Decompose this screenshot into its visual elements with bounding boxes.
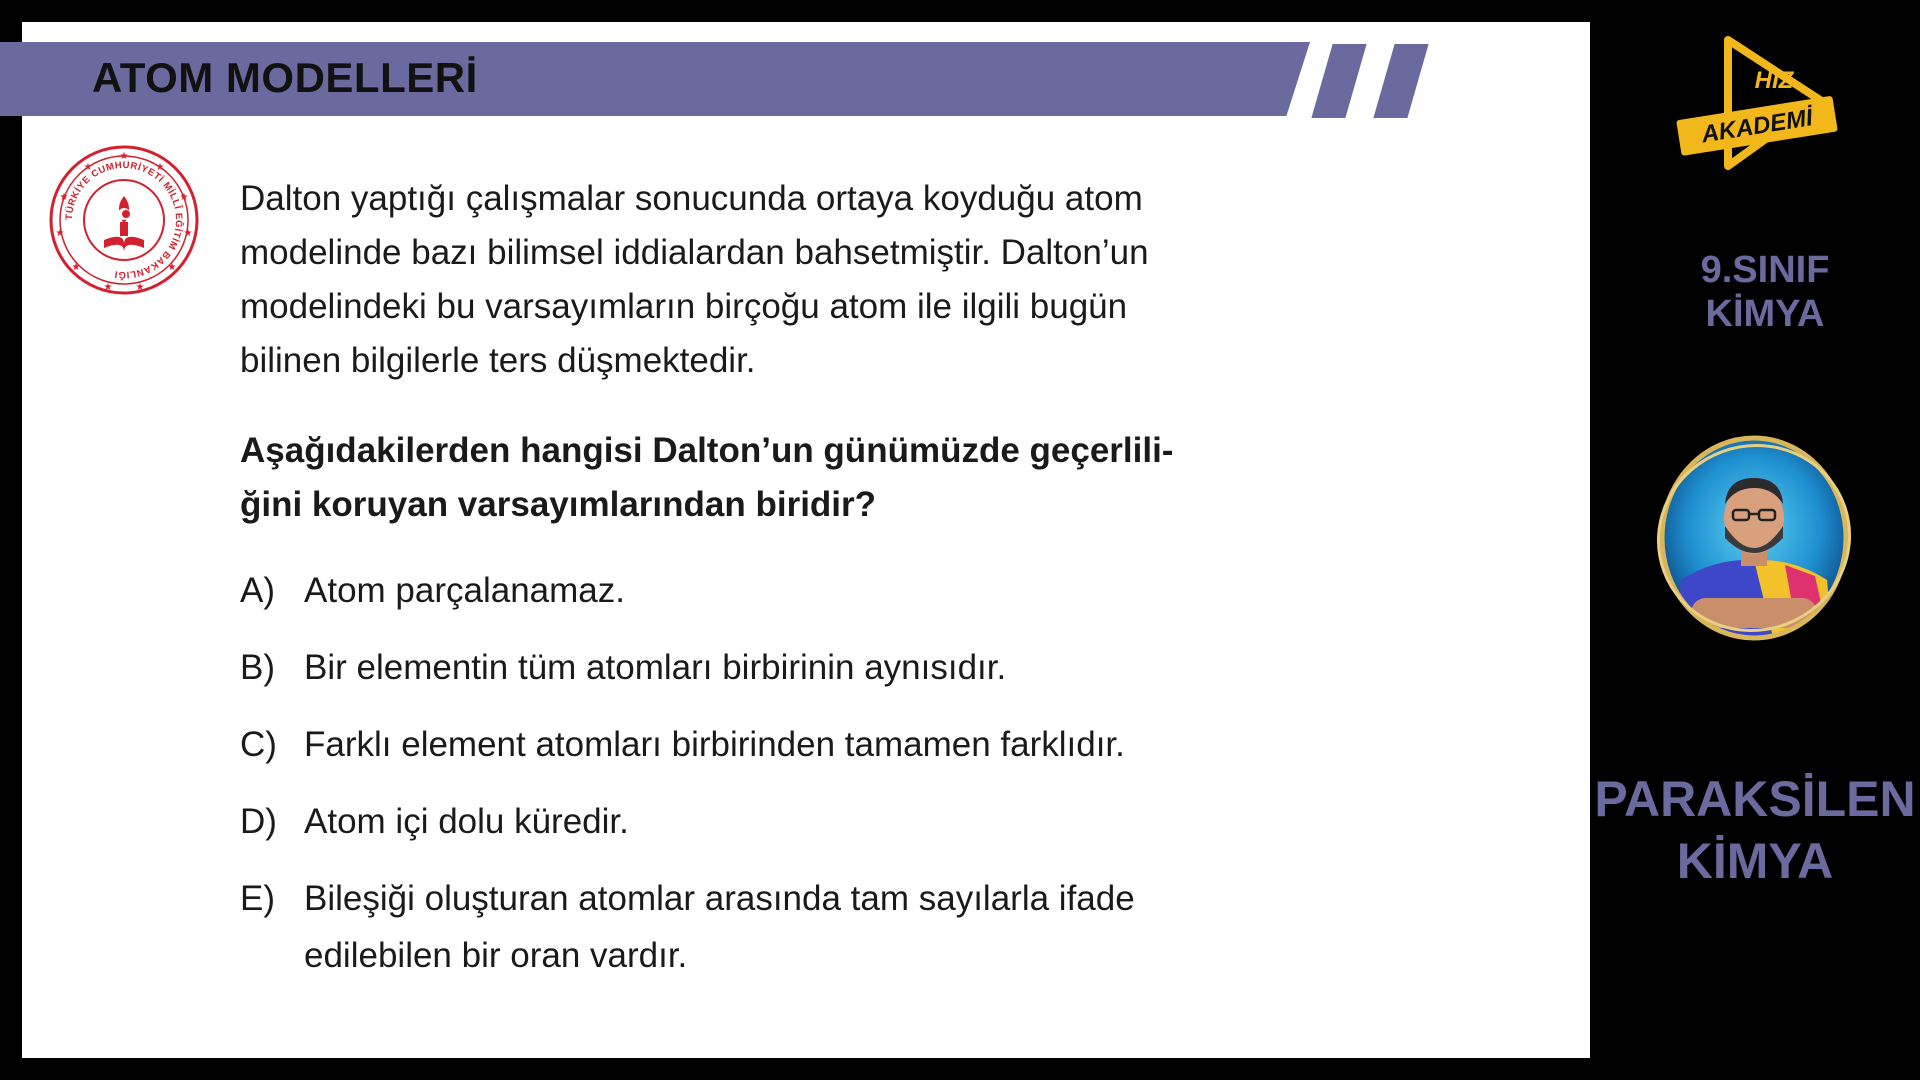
question-paragraph-line: modelinde bazı bilimsel iddialardan bahsetmiştir. Dalton’un — [240, 233, 1149, 272]
svg-text:AKADEMİ: AKADEMİ — [1699, 104, 1815, 149]
slide — [22, 22, 1590, 1058]
answer-option-letter: B) — [240, 648, 275, 687]
svg-text:★: ★ — [183, 228, 193, 239]
question-prompt-line: Aşağıdakilerden hangisi Dalton’un günümüzde geçerlili- — [240, 431, 1174, 470]
channel-title — [1590, 768, 1920, 892]
ministry-seal-icon — [48, 144, 200, 296]
svg-text:★: ★ — [155, 162, 165, 173]
answer-option-text — [304, 870, 1135, 984]
answer-option-text — [304, 793, 629, 850]
page-title: ATOM MODELLERİ — [92, 54, 478, 101]
grade-label — [1640, 248, 1890, 336]
answer-option-letter: D) — [240, 802, 277, 841]
question-paragraph-line: modelindeki bu varsayımların birçoğu atom ile ilgili bugün — [240, 287, 1128, 326]
answer-options — [240, 562, 1300, 984]
teacher-avatar — [1655, 430, 1853, 645]
answer-option-letter: A) — [240, 571, 275, 610]
answer-option-line: Atom parçalanamaz. — [304, 571, 625, 610]
svg-text:HIZ: HIZ — [1754, 67, 1794, 94]
question-prompt-line: ğini koruyan varsayımlarından biridir? — [240, 485, 877, 524]
answer-option[interactable] — [240, 793, 1300, 850]
question-paragraph-line: Dalton yaptığı çalışmalar sonucunda ortaya koyduğu atom — [240, 179, 1143, 218]
answer-option-text — [304, 716, 1125, 773]
answer-option[interactable] — [240, 870, 1300, 984]
channel-title-line-2: KİMYA — [1676, 833, 1834, 889]
answer-option-letter: C) — [240, 725, 277, 764]
answer-option-line: Atom içi dolu küredir. — [304, 802, 629, 841]
svg-text:★: ★ — [59, 192, 69, 203]
answer-option-line: edilebilen bir oran vardır. — [304, 936, 688, 975]
channel-title-line-1: PARAKSİLEN — [1594, 771, 1916, 827]
svg-text:TÜRKİYE CUMHURİYETİ MİLLÎ EĞİT: TÜRKİYE CUMHURİYETİ MİLLÎ EĞİTİM BAKANLIĞI — [63, 159, 185, 281]
answer-option-text — [304, 562, 625, 619]
svg-text:★: ★ — [103, 282, 113, 293]
answer-option[interactable] — [240, 716, 1300, 773]
svg-text:★: ★ — [135, 282, 145, 293]
answer-option-line: Farklı element atomları birbirinden tamamen farklıdır. — [304, 725, 1125, 764]
question-prompt — [240, 424, 1300, 532]
answer-option-text — [304, 639, 1006, 696]
hiz-akademi-logo-icon — [1670, 28, 1842, 178]
answer-option[interactable] — [240, 562, 1300, 619]
question-paragraph-line: bilinen bilgilerle ters düşmektedir. — [240, 341, 756, 380]
answer-option-line: Bir elementin tüm atomları birbirinin aynısıdır. — [304, 648, 1007, 687]
svg-text:★: ★ — [71, 262, 81, 273]
svg-text:★: ★ — [119, 151, 129, 162]
answer-option[interactable] — [240, 639, 1300, 696]
answer-option-line: Bileşiği oluşturan atomlar arasında tam sayılarla ifade — [304, 879, 1135, 918]
answer-option-letter: E) — [240, 879, 275, 918]
svg-text:★: ★ — [179, 192, 189, 203]
grade-line-2: KİMYA — [1705, 293, 1825, 335]
question-content — [240, 172, 1300, 1004]
svg-text:★: ★ — [83, 162, 93, 173]
svg-text:★: ★ — [55, 228, 65, 239]
question-paragraph — [240, 172, 1300, 388]
grade-line-1: 9.SINIF — [1700, 249, 1830, 291]
title-slash-decoration — [1311, 44, 1366, 118]
title-slash-decoration — [1373, 44, 1428, 118]
svg-text:★: ★ — [167, 262, 177, 273]
